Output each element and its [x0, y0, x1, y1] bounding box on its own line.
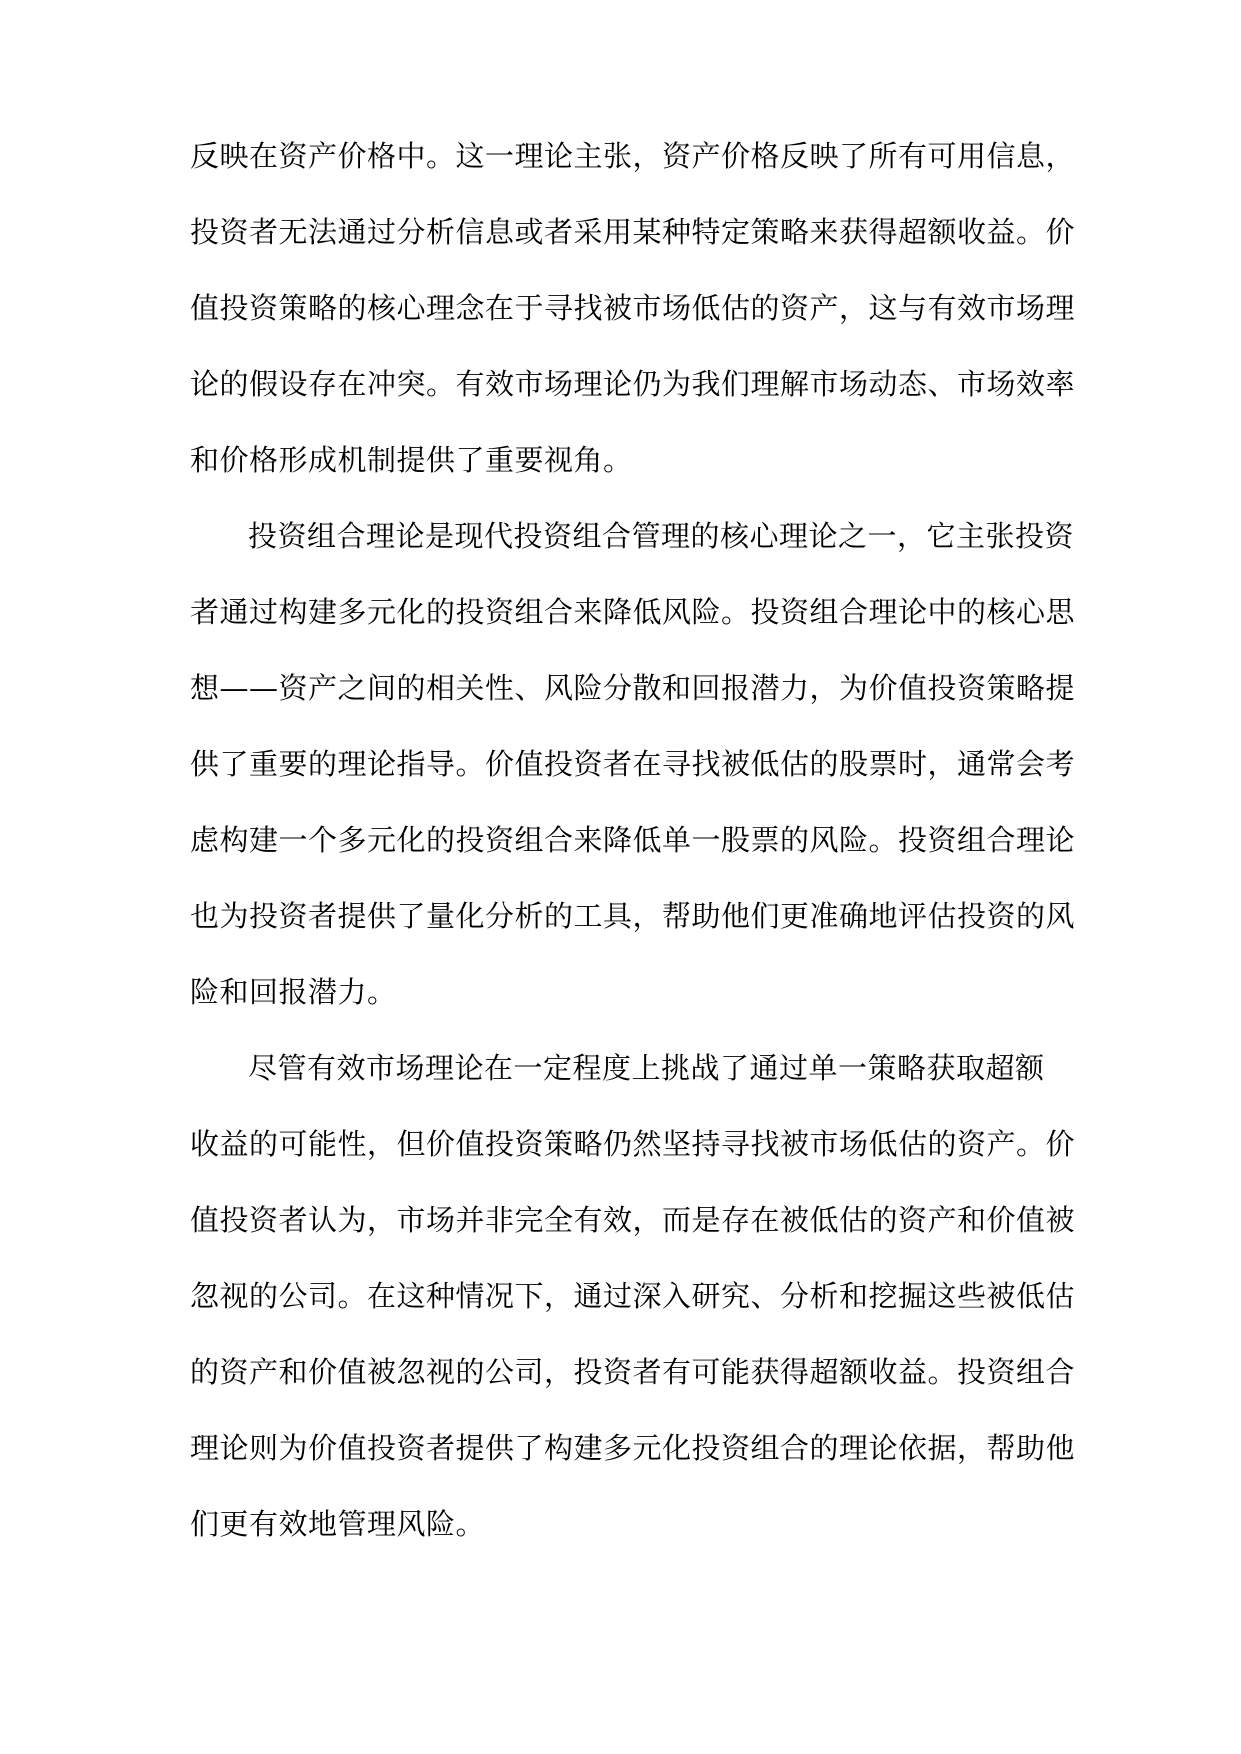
text-line: 们更有效地管理风险。 — [190, 1507, 486, 1541]
text-line: 值投资者认为，市场并非完全有效，而是存在被低估的资产和价值被 — [190, 1203, 1076, 1237]
text-line: 供了重要的理论指导。价值投资者在寻找被低估的股票时，通常会考 — [190, 747, 1076, 781]
text-line: 投资者无法通过分析信息或者采用某种特定策略来获得超额收益。价 — [190, 215, 1076, 249]
text-line: 也为投资者提供了量化分析的工具，帮助他们更准确地评估投资的风 — [190, 899, 1076, 933]
text-line: 反映在资产价格中。这一理论主张，资产价格反映了所有可用信息， — [190, 139, 1076, 173]
paragraph-first-line: 尽管有效市场理论在一定程度上挑战了通过单一策略获取超额 — [248, 1051, 1045, 1085]
text-line: 险和回报潜力。 — [190, 975, 397, 1009]
text-line: 和价格形成机制提供了重要视角。 — [190, 443, 633, 477]
text-line: 值投资策略的核心理念在于寻找被市场低估的资产，这与有效市场理 — [190, 291, 1076, 325]
text-line: 理论则为价值投资者提供了构建多元化投资组合的理论依据，帮助他 — [190, 1431, 1076, 1465]
paragraph-first-line: 投资组合理论是现代投资组合管理的核心理论之一，它主张投资 — [248, 519, 1075, 553]
text-line: 收益的可能性，但价值投资策略仍然坚持寻找被市场低估的资产。价 — [190, 1127, 1076, 1161]
text-line: 论的假设存在冲突。有效市场理论仍为我们理解市场动态、市场效率 — [190, 367, 1076, 401]
text-line: 者通过构建多元化的投资组合来降低风险。投资组合理论中的核心思 — [190, 595, 1076, 629]
text-line: 忽视的公司。在这种情况下，通过深入研究、分析和挖掘这些被低估 — [190, 1279, 1076, 1313]
text-line: 想——资产之间的相关性、风险分散和回报潜力，为价值投资策略提 — [190, 671, 1076, 705]
text-line: 的资产和价值被忽视的公司，投资者有可能获得超额收益。投资组合 — [190, 1355, 1076, 1389]
text-line: 虑构建一个多元化的投资组合来降低单一股票的风险。投资组合理论 — [190, 823, 1076, 857]
